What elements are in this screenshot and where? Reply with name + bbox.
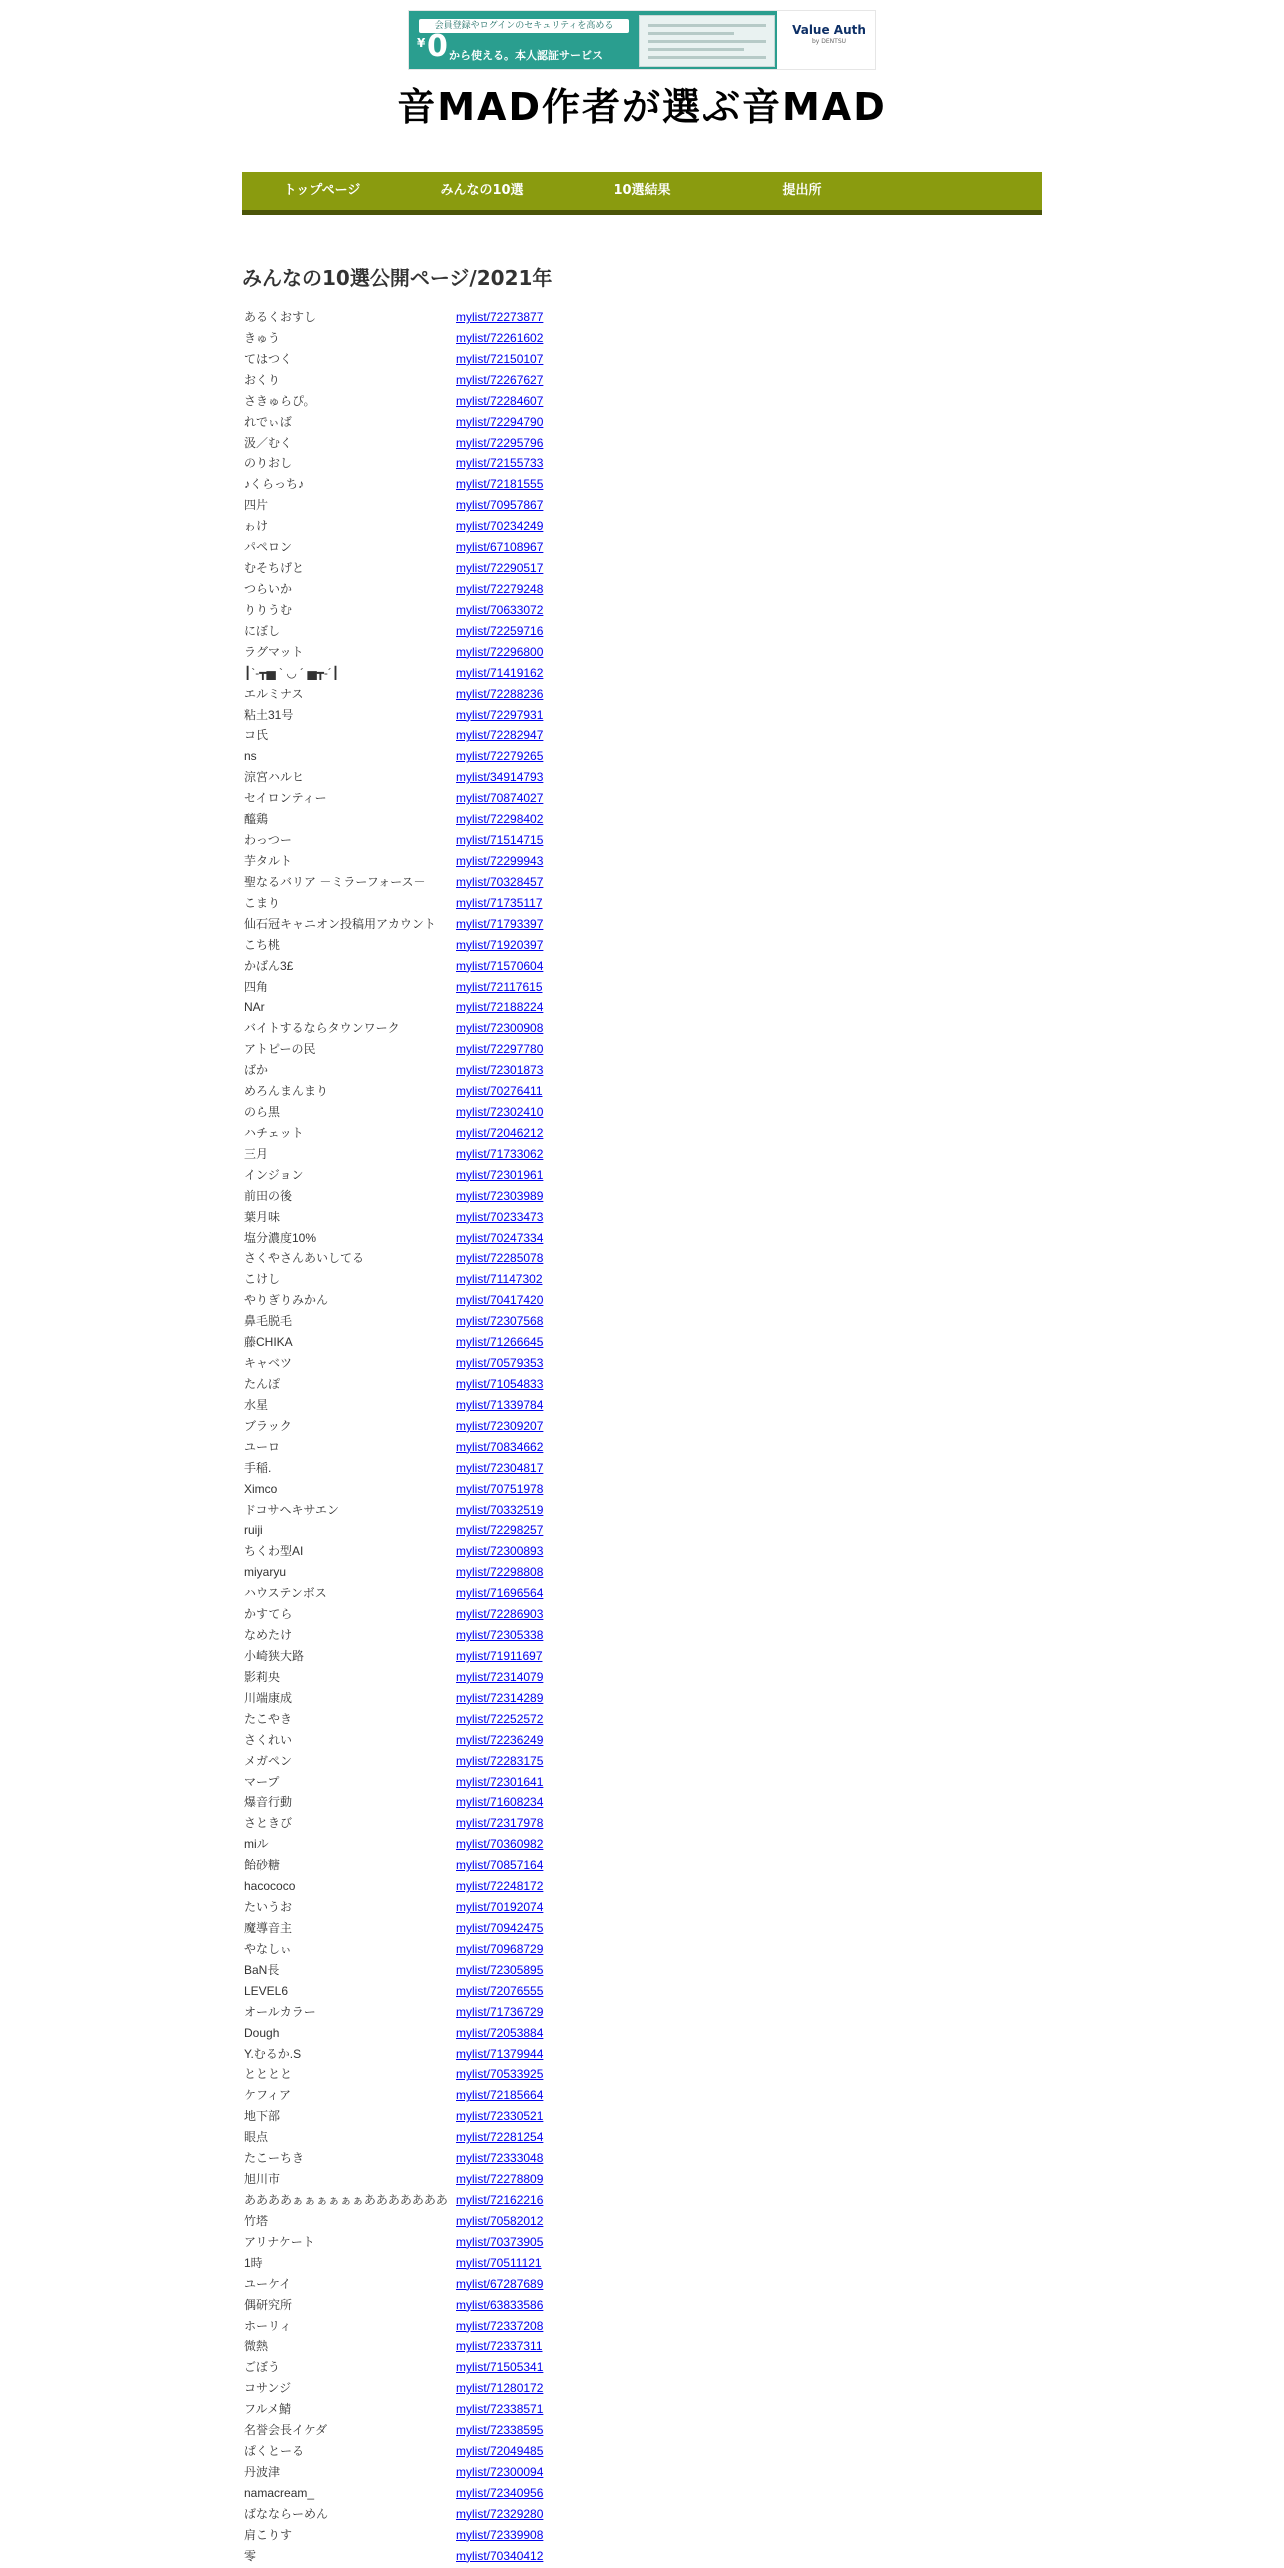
author-name: 肩こりす — [244, 2527, 293, 2542]
author-name: 竹塔 — [244, 2213, 269, 2228]
mylist-link[interactable]: mylist/71793397 — [456, 916, 544, 931]
mylist-link[interactable]: mylist/72296800 — [456, 644, 544, 659]
author-name: わっつー — [244, 833, 292, 848]
mylist-link[interactable]: mylist/70942475 — [456, 1920, 544, 1935]
author-name: 葉月味 — [244, 1209, 281, 1224]
ad-brand-name: Value Auth — [792, 23, 866, 37]
site-logo[interactable]: 音MAD作者が選ぶ音MAD — [397, 85, 887, 129]
mylist-link[interactable]: mylist/72333048 — [456, 2151, 544, 2166]
author-name: miyaryu — [244, 1565, 287, 1580]
author-name: 汲／むく — [244, 435, 293, 450]
author-name: さときび — [244, 1816, 293, 1831]
author-name: 醯鶏 — [244, 812, 269, 827]
mylist-link[interactable]: mylist/72278809 — [456, 2172, 544, 2187]
author-name: 名誉会長イケダ — [244, 2423, 328, 2438]
author-name: LEVEL6 — [244, 1983, 289, 1998]
author-name: Ximco — [244, 1481, 278, 1496]
ad-tagline: 会員登録やログインのセキュリティを高める — [419, 19, 629, 33]
mylist-link[interactable]: mylist/71735117 — [456, 895, 543, 910]
mylist-link[interactable]: mylist/71505341 — [456, 2360, 544, 2375]
mylist-link[interactable]: mylist/72181555 — [456, 477, 544, 492]
mylist-link[interactable]: mylist/71266645 — [456, 1335, 544, 1350]
mylist-link[interactable]: mylist/70968729 — [456, 1941, 544, 1956]
mylist-link[interactable]: mylist/72117615 — [456, 979, 543, 994]
author-name: miル — [244, 1837, 269, 1852]
mylist-link[interactable]: mylist/72305338 — [456, 1628, 544, 1643]
mylist-link[interactable]: mylist/72279248 — [456, 581, 544, 596]
author-name: たいうお — [244, 1900, 293, 1915]
author-name: フルメ鯖 — [244, 2402, 292, 2417]
mylist-link[interactable]: mylist/72302410 — [456, 1105, 544, 1120]
author-name: ハチェット — [244, 1125, 304, 1140]
author-name: 仙石冠キャニオン投稿用アカウント — [244, 916, 436, 931]
mylist-link[interactable]: mylist/71608234 — [456, 1795, 544, 1810]
author-name: 影莉央 — [244, 1669, 281, 1684]
author-name: アトピーの民 — [244, 1042, 316, 1057]
author-name: こち桃 — [244, 937, 281, 952]
mylist-link[interactable]: mylist/72076555 — [456, 1983, 544, 1998]
mylist-link[interactable]: mylist/72236249 — [456, 1732, 544, 1747]
author-name: ぱくとーる — [244, 2444, 305, 2459]
author-name: つらいか — [244, 581, 293, 596]
mylist-link[interactable]: mylist/70233473 — [456, 1209, 544, 1224]
ad-promo-panel — [409, 11, 777, 69]
mylist-link[interactable]: mylist/72286903 — [456, 1607, 544, 1622]
mylist-link[interactable]: mylist/70511121 — [456, 2255, 542, 2270]
author-name: 旭川市 — [244, 2172, 281, 2187]
mylist-link[interactable]: mylist/72337208 — [456, 2318, 544, 2333]
author-name: コサンジ — [244, 2381, 292, 2396]
mylist-link[interactable]: mylist/70192074 — [456, 1900, 544, 1915]
nav-top-page[interactable]: トップページ — [283, 183, 361, 198]
author-name: BaN長 — [244, 1962, 280, 1977]
author-name: さくれい — [244, 1732, 293, 1747]
nav-everyone-top10[interactable]: みんなの10選 — [440, 183, 524, 198]
mylist-link[interactable]: mylist/72314079 — [456, 1669, 544, 1684]
author-name: ユーケイ — [244, 2276, 292, 2291]
mylist-link[interactable]: mylist/72295796 — [456, 435, 544, 450]
author-name: メガペン — [244, 1753, 293, 1768]
author-name: Y.むるか.S — [244, 2046, 302, 2061]
author-name: 魔導音主 — [244, 1920, 293, 1935]
author-name: hacococo — [244, 1879, 296, 1894]
mylist-link[interactable]: mylist/63833586 — [456, 2297, 544, 2312]
mylist-link[interactable]: mylist/72307568 — [456, 1314, 544, 1329]
author-name: 四片 — [244, 498, 269, 513]
ad-brand-logo — [787, 23, 871, 45]
mylist-link[interactable]: mylist/67108967 — [456, 540, 544, 555]
author-name: 微熱 — [244, 2339, 269, 2354]
mylist-link[interactable]: mylist/70751978 — [456, 1481, 544, 1496]
mylist-link[interactable]: mylist/72248172 — [456, 1879, 544, 1894]
author-name: ごぼう — [244, 2360, 281, 2375]
author-name: かすてら — [244, 1607, 293, 1622]
mylist-link[interactable]: mylist/72288236 — [456, 686, 544, 701]
mylist-link[interactable]: mylist/72304817 — [456, 1460, 544, 1475]
author-name: 零 — [244, 2548, 257, 2563]
author-name: ハウステンボス — [244, 1586, 327, 1601]
mylist-link[interactable]: mylist/72049485 — [456, 2444, 544, 2459]
author-name: 偶研究所 — [244, 2297, 293, 2312]
mylist-link[interactable]: mylist/71911697 — [456, 1649, 543, 1663]
author-name: 川端康成 — [244, 1690, 293, 1705]
mylist-link[interactable]: mylist/71514715 — [456, 833, 544, 848]
author-name: 爆音行動 — [244, 1795, 293, 1810]
mylist-link[interactable]: mylist/72279265 — [456, 749, 544, 764]
mylist-link[interactable]: mylist/72301641 — [456, 1774, 544, 1789]
mylist-link[interactable]: mylist/72283175 — [456, 1753, 544, 1768]
author-name: のりおし — [244, 456, 293, 471]
author-name: セイロンティー — [244, 791, 327, 806]
mylist-link[interactable]: mylist/72162216 — [456, 2192, 544, 2207]
author-name: ドコサヘキサエン — [244, 1502, 340, 1517]
author-name: Dough — [244, 2025, 280, 2040]
mylist-link[interactable]: mylist/72329280 — [456, 2506, 544, 2521]
author-name: 水星 — [244, 1397, 269, 1412]
mylist-link[interactable]: mylist/72303989 — [456, 1188, 544, 1203]
author-name: にぼし — [244, 623, 281, 638]
author-name: 飴砂糖 — [244, 1858, 281, 1873]
mylist-link[interactable]: mylist/72155733 — [456, 456, 544, 471]
mylist-link[interactable]: mylist/72284607 — [456, 393, 544, 408]
mylist-link[interactable]: mylist/72299943 — [456, 853, 544, 868]
author-name: 聖なるバリア －ミラーフォース－ — [244, 874, 426, 889]
mylist-link[interactable]: mylist/72301961 — [456, 1167, 544, 1182]
mylist-link[interactable]: mylist/70276411 — [456, 1084, 543, 1099]
ad-yen-symbol: ¥ — [417, 36, 426, 50]
mylist-link[interactable]: mylist/70633072 — [456, 602, 544, 617]
ad-product-screenshot — [639, 15, 775, 67]
author-name: 丹波津 — [244, 2464, 281, 2479]
mylist-link[interactable]: mylist/72298808 — [456, 1565, 544, 1580]
author-name: やなしぃ — [244, 1941, 292, 1956]
author-name: エルミナス — [244, 686, 304, 701]
mylist-link[interactable]: mylist/70834662 — [456, 1439, 544, 1454]
mylist-link[interactable]: mylist/72273877 — [456, 310, 544, 324]
mylist-link[interactable]: mylist/71339784 — [456, 1397, 544, 1412]
author-name: アリナケート — [244, 2234, 315, 2249]
author-name: インジョン — [244, 1167, 304, 1182]
mylist-link[interactable]: mylist/71054833 — [456, 1377, 544, 1392]
mylist-link[interactable]: mylist/72252572 — [456, 1711, 544, 1726]
mylist-link[interactable]: mylist/72259716 — [456, 623, 544, 638]
author-name: こまり — [244, 895, 281, 910]
author-name: ああああぁぁぁぁぁぁあああああああ — [244, 2192, 448, 2207]
mylist-link[interactable]: mylist/71920397 — [456, 937, 544, 952]
author-name: 三月 — [244, 1146, 269, 1161]
page-title: みんなの10選公開ページ/2021年 — [242, 266, 553, 290]
mylist-link[interactable]: mylist/72150107 — [456, 351, 544, 366]
mylist-link[interactable]: mylist/72046212 — [456, 1125, 544, 1140]
ad-headline: から使える。本人認証サービス — [449, 49, 603, 62]
mylist-link[interactable]: mylist/67287689 — [456, 2276, 544, 2291]
mylist-link[interactable]: mylist/72290517 — [456, 561, 544, 576]
mylist-link[interactable]: mylist/72261602 — [456, 330, 544, 345]
mylist-link[interactable]: mylist/72317978 — [456, 1816, 544, 1831]
author-name: ns — [244, 749, 257, 764]
main-nav — [242, 172, 1042, 215]
author-name: 藤CHIKA — [244, 1335, 293, 1350]
mylist-link[interactable]: mylist/71733062 — [456, 1146, 544, 1161]
ad-brand-sub: by DENTSU — [811, 38, 847, 45]
mylist-link[interactable]: mylist/70247334 — [456, 1230, 544, 1245]
author-name: かばん3£ — [244, 958, 294, 973]
mylist-link[interactable]: mylist/72340956 — [456, 2485, 544, 2500]
author-name: おくり — [244, 372, 281, 387]
author-name: ちくわ型AI — [244, 1544, 304, 1559]
mylist-link[interactable]: mylist/72300908 — [456, 1021, 544, 1036]
mylist-link[interactable]: mylist/72338571 — [456, 2402, 544, 2417]
author-name: めろんまんまり — [244, 1084, 329, 1099]
mylist-link[interactable]: mylist/72309207 — [456, 1418, 544, 1433]
mylist-link[interactable]: mylist/72338595 — [456, 2423, 544, 2438]
mylist-link[interactable]: mylist/72053884 — [456, 2025, 544, 2040]
mylist-link[interactable]: mylist/72300893 — [456, 1544, 544, 1559]
author-name: ┃`-┳▅ ` ◡ ´ ▅┳-´┃ — [244, 665, 340, 680]
mylist-link[interactable]: mylist/71570604 — [456, 958, 544, 973]
mylist-link[interactable]: mylist/72339908 — [456, 2527, 544, 2542]
mylist-link[interactable]: mylist/71379944 — [456, 2046, 544, 2061]
author-name: ホーリィ — [244, 2318, 292, 2333]
mylist-link[interactable]: mylist/72305895 — [456, 1962, 544, 1977]
mylist-link[interactable]: mylist/70579353 — [456, 1356, 544, 1371]
author-name: 小崎狭大路 — [244, 1649, 305, 1663]
author-name: マープ — [244, 1774, 280, 1789]
mylist-link[interactable]: mylist/71696564 — [456, 1586, 544, 1601]
mylist-link[interactable]: mylist/72297931 — [456, 707, 544, 722]
mylist-link[interactable]: mylist/34914793 — [456, 770, 544, 785]
author-name: ラグマット — [244, 644, 304, 659]
mylist-link[interactable]: mylist/71419162 — [456, 665, 544, 680]
mylist-link[interactable]: mylist/72267627 — [456, 372, 544, 387]
author-name: りりうむ — [244, 602, 293, 617]
author-name: れでぃば — [244, 414, 292, 429]
ad-banner[interactable] — [408, 10, 876, 70]
author-name: ばなならーめん — [244, 2506, 329, 2521]
author-name: 前田の後 — [244, 1188, 293, 1203]
author-name: たこーちき — [244, 2151, 305, 2166]
author-name: 四角 — [244, 979, 269, 994]
author-name: ユーロ — [244, 1439, 281, 1454]
author-name: NAr — [244, 1000, 265, 1015]
mylist-link[interactable]: mylist/70582012 — [456, 2213, 544, 2228]
mylist-link[interactable]: mylist/70234249 — [456, 519, 544, 534]
mylist-link[interactable]: mylist/70373905 — [456, 2234, 544, 2249]
author-name: 鼻毛脱毛 — [244, 1314, 293, 1329]
mylist-link[interactable]: mylist/71736729 — [456, 2004, 544, 2019]
mylist-link[interactable]: mylist/70857164 — [456, 1858, 544, 1873]
author-name: オールカラー — [244, 2004, 316, 2019]
author-name: コ氏 — [244, 728, 269, 743]
author-name: さきゅらぴ。 — [244, 393, 316, 408]
mylist-link[interactable]: mylist/70340412 — [456, 2548, 544, 2563]
author-name: やりぎりみかん — [244, 1293, 329, 1308]
mylist-link[interactable]: mylist/72297780 — [456, 1042, 544, 1057]
author-name: たんぽ — [244, 1377, 281, 1392]
author-name: ケフィア — [244, 2088, 292, 2103]
mylist-link[interactable]: mylist/72188224 — [456, 1000, 544, 1015]
mylist-link[interactable]: mylist/71280172 — [456, 2381, 544, 2396]
mylist-link[interactable]: mylist/70874027 — [456, 791, 544, 806]
mylist-link[interactable]: mylist/71147302 — [456, 1272, 543, 1287]
author-name: むそちげと — [244, 561, 305, 576]
author-name: 涼宮ハルヒ — [244, 770, 305, 785]
author-name: ♪くらっち♪ — [244, 477, 305, 492]
author-name: namacream_ — [244, 2485, 315, 2500]
author-name: 塩分濃度10% — [244, 1230, 317, 1245]
author-name: きゅう — [244, 330, 281, 345]
author-name: キャベツ — [244, 1356, 293, 1371]
author-name: 芋タルト — [244, 853, 293, 868]
mylist-link[interactable]: mylist/70360982 — [456, 1837, 544, 1852]
mylist-link[interactable]: mylist/72185664 — [456, 2088, 544, 2103]
author-name: とととと — [244, 2067, 293, 2082]
author-name: 粘土31号 — [244, 707, 294, 722]
author-name: 手稲. — [244, 1460, 272, 1475]
mylist-link[interactable]: mylist/72337311 — [456, 2339, 543, 2354]
ad-price-zero: 0 — [427, 29, 448, 64]
author-name: ばか — [244, 1063, 269, 1078]
nav-top10-results[interactable]: 10選結果 — [613, 183, 671, 198]
author-name: 眼点 — [244, 2130, 269, 2145]
mylist-link[interactable]: mylist/72285078 — [456, 1251, 544, 1266]
mylist-link[interactable]: mylist/72282947 — [456, 728, 544, 743]
author-name: バイトするならタウンワーク — [244, 1021, 400, 1036]
author-name: さくやさんあいしてる — [244, 1251, 365, 1266]
mylist-link[interactable]: mylist/72314289 — [456, 1690, 544, 1705]
author-name: あるくおすし — [244, 310, 317, 324]
mylist-link[interactable]: mylist/72294790 — [456, 414, 544, 429]
author-name: ruiji — [244, 1523, 263, 1538]
author-name: てはつく — [244, 351, 293, 366]
author-name: たこやき — [244, 1711, 293, 1726]
author-name: 1時 — [244, 2255, 263, 2270]
author-name: ゎけ — [244, 519, 269, 534]
nav-submission[interactable]: 提出所 — [782, 183, 822, 198]
author-name: ブラック — [244, 1418, 292, 1433]
mylist-link[interactable]: mylist/72298402 — [456, 812, 544, 827]
mylist-link[interactable]: mylist/72281254 — [456, 2130, 544, 2145]
author-name: のら黒 — [244, 1105, 281, 1120]
mylist-link[interactable]: mylist/70417420 — [456, 1293, 544, 1308]
author-name: パペロン — [244, 540, 293, 555]
mylist-link[interactable]: mylist/72300094 — [456, 2464, 544, 2479]
author-name: 地下部 — [244, 2109, 281, 2124]
mylist-link[interactable]: mylist/72301873 — [456, 1063, 544, 1078]
mylist-link[interactable]: mylist/70332519 — [456, 1502, 544, 1517]
mylist-link[interactable]: mylist/72330521 — [456, 2109, 544, 2124]
mylist-link[interactable]: mylist/70533925 — [456, 2067, 544, 2082]
mylist-link[interactable]: mylist/70957867 — [456, 498, 544, 513]
author-name: なめたけ — [244, 1628, 293, 1643]
mylist-link[interactable]: mylist/72298257 — [456, 1523, 544, 1538]
author-name: こけし — [244, 1272, 281, 1287]
mylist-link[interactable]: mylist/70328457 — [456, 874, 544, 889]
